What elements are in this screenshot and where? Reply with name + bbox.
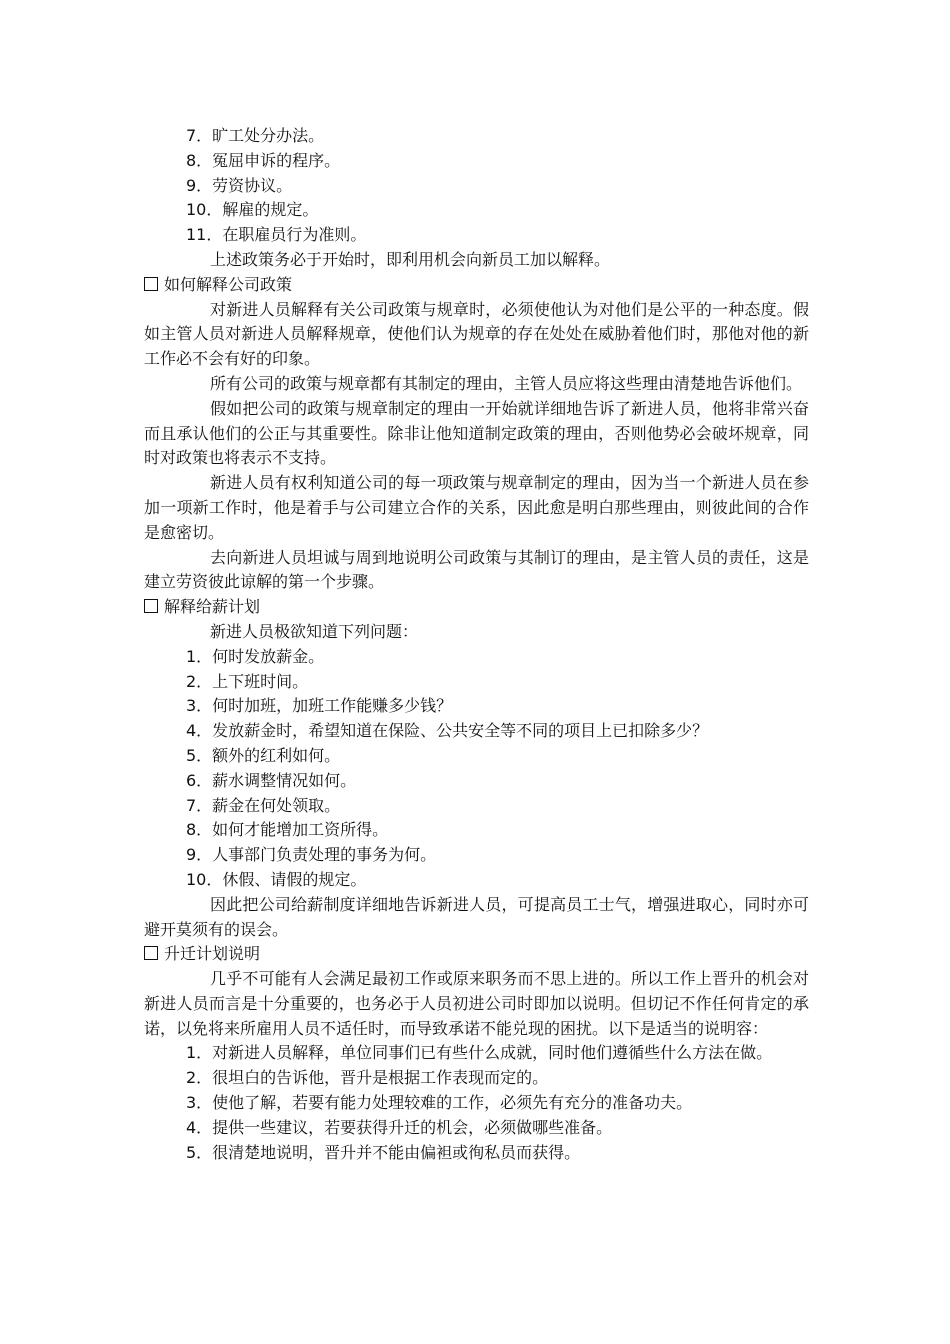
- list-item: 3．使他了解，若要有能力处理较难的工作，必须先有充分的准备功夫。: [186, 1093, 693, 1113]
- list-item: 8．如何才能增加工资所得。: [186, 820, 389, 840]
- list-item: 6．薪水调整情况如何。: [186, 770, 357, 790]
- paragraph: 去向新进人员坦诚与周到地说明公司政策与其制订的理由，是主管人员的责任，这是建立劳资彼此谅解的第一个步骤。: [144, 547, 809, 592]
- section-heading-promotion: [144, 942, 809, 967]
- checkbox-bullet-icon: [144, 946, 158, 960]
- list-item: 4．提供一些建议，若要获得升迁的机会，必须做哪些准备。: [186, 1117, 613, 1137]
- paragraph: 几乎不可能有人会满足最初工作或原来职务而不思上进的。所以工作上晋升的机会对新进人员而言是十分重要的，也务必于人员初进公司时即加以说明。但切记不作任何肯定的承诺，以免将来所雇用人员不适任时，而导致承诺不能兑现的困扰。以下是适当的说明容：: [144, 969, 809, 1038]
- list-item: 11．在职雇员行为准则。: [186, 225, 367, 245]
- list-item: 9．人事部门负责处理的事务为何。: [186, 845, 437, 865]
- paragraph: 对新进人员解释有关公司政策与规章时，必须使他认为对他们是公平的一种态度。假如主管人员对新进人员解释规章，使他们认为规章的存在处处在威胁着他们时，那他对他的新工作必不会有好的印象。: [144, 299, 809, 369]
- policy-note: 上述政策务必于开始时，即利用机会向新员工加以解释。: [210, 249, 611, 269]
- list-item: 1．何时发放薪金。: [186, 646, 325, 666]
- list-item: 4．发放薪金时，希望知道在保险、公共安全等不同的项目上已扣除多少？: [186, 721, 709, 741]
- section-heading-text: 如何解释公司政策: [164, 274, 293, 294]
- paragraph: 所有公司的政策与规章都有其制定的理由，主管人员应将这些理由清楚地告诉他们。: [210, 373, 803, 393]
- list-item: 1．对新进人员解释，单位同事们已有些什么成就，同时他们遵循些什么方法在做。: [186, 1043, 773, 1063]
- list-item: 8．冤屈申诉的程序。: [186, 150, 341, 170]
- list-item: 10．解雇的规定。: [186, 200, 319, 220]
- section-heading-salary: [144, 595, 809, 620]
- list-item: 5．很清楚地说明，晋升并不能由偏袒或徇私员而获得。: [186, 1142, 581, 1162]
- salary-intro: 新进人员极欲知道下列问题：: [210, 621, 419, 641]
- section-heading-policy: [144, 273, 809, 298]
- document-body: [144, 124, 809, 1165]
- list-item: 10．休假、请假的规定。: [186, 869, 367, 889]
- list-item: 2．很坦白的告诉他，晋升是根据工作表现而定的。: [186, 1068, 549, 1088]
- section-heading-text: 升迁计划说明: [164, 944, 261, 964]
- section-heading-text: 解释给薪计划: [164, 597, 261, 617]
- checkbox-bullet-icon: [144, 599, 158, 613]
- paragraph: 因此把公司给薪制度详细地告诉新进人员，可提高员工士气，增强进取心，同时亦可避开莫须有的误会。: [144, 894, 809, 939]
- list-item: 5．额外的红利如何。: [186, 745, 341, 765]
- list-item: 7．旷工处分办法。: [186, 126, 325, 145]
- list-item: 3．何时加班，加班工作能赚多少钱？: [186, 696, 453, 716]
- checkbox-bullet-icon: [144, 277, 158, 291]
- list-item: 2．上下班时间。: [186, 671, 309, 691]
- list-item: 7．薪金在何处领取。: [186, 795, 341, 815]
- paragraph: 新进人员有权利知道公司的每一项政策与规章制定的理由，因为当一个新进人员在参加一项新工作时，他是着手与公司建立合作的关系，因此愈是明白那些理由，则彼此间的合作是愈密切。: [144, 473, 809, 542]
- list-item: 9．劳资协议。: [186, 175, 293, 195]
- paragraph: 假如把公司的政策与规章制定的理由一开始就详细地告诉了新进人员，他将非常兴奋而且承认他们的公正与其重要性。除非让他知道制定政策的理由，否则他势必会破坏规章，同时对政策也将表示不支持。: [144, 398, 809, 468]
